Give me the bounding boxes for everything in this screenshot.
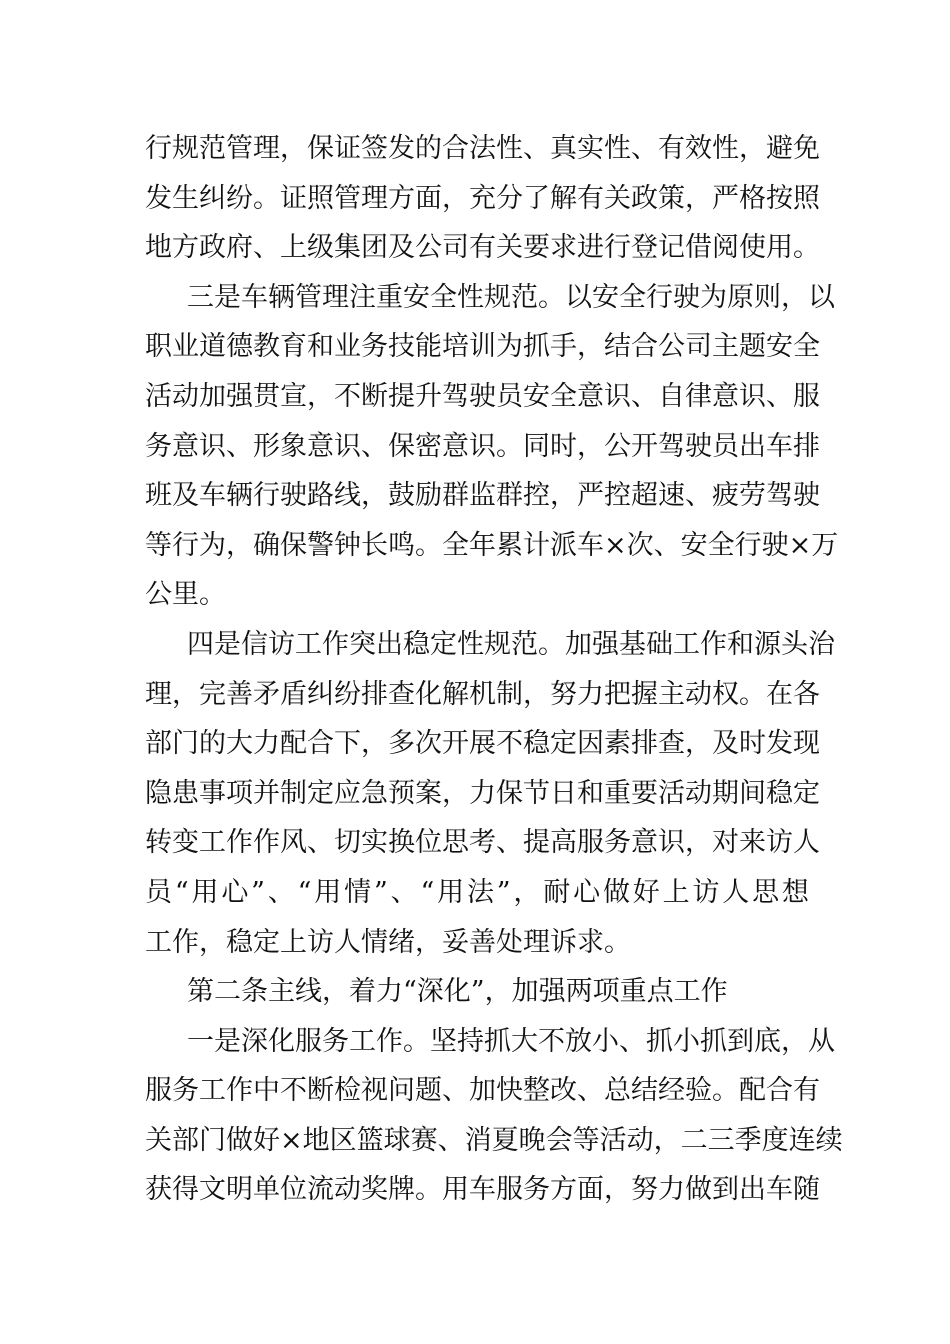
text-line: 获得文明单位流动奖牌。用车服务方面，努力做到出车随 [145,1174,820,1206]
text-line: 班及车辆行驶路线，鼓励群监群控，严控超速、疲劳驾驶 [145,480,820,512]
text-line: 理，完善矛盾纠纷排查化解机制，努力把握主动权。在各 [145,678,820,710]
text-line: 务意识、形象意识、保密意识。同时，公开驾驶员出车排 [145,430,820,462]
text-line: 职业道德教育和业务技能培训为抓手，结合公司主题安全 [145,331,820,363]
text-line: 工作，稳定上访人情绪，妥善处理诉求。 [145,926,631,958]
paragraph-first-line: 三是车辆管理注重安全性规范。以安全行驶为原则，以 [187,281,835,313]
text-line: 行规范管理，保证签发的合法性、真实性、有效性，避免 [145,133,820,164]
paragraph-first-line: 一是深化服务工作。坚持抓大不放小、抓小抓到底，从 [187,1025,835,1057]
text-line: 部门的大力配合下，多次开展不稳定因素排查，及时发现 [145,728,820,760]
text-line: 发生纠纷。证照管理方面，充分了解有关政策，严格按照 [145,182,820,214]
text-line: 地方政府、上级集团及公司有关要求进行登记借阅使用。 [145,232,820,264]
text-line: 活动加强贯宣，不断提升驾驶员安全意识、自律意识、服 [145,380,820,412]
text-line: 等行为，确保警钟长鸣。全年累计派车×次、安全行驶×万 [145,529,839,561]
text-line: 关部门做好×地区篮球赛、消夏晚会等活动，二三季度连续 [145,1124,843,1156]
text-line: 员“用心”、“用情”、“用法”，耐心做好上访人思想 [145,876,809,908]
section-heading: 第二条主线，着力“深化”，加强两项重点工作 [187,976,728,1008]
text-line: 公里。 [145,579,226,611]
text-line: 服务工作中不断检视问题、加快整改、总结经验。配合有 [145,1075,820,1107]
paragraph-first-line: 四是信访工作突出稳定性规范。加强基础工作和源头治 [187,628,835,660]
text-line: 转变工作作风、切实换位思考、提高服务意识，对来访人 [145,827,820,859]
document-body [145,124,843,1215]
text-line: 隐患事项并制定应急预案，力保节日和重要活动期间稳定 [145,777,820,809]
